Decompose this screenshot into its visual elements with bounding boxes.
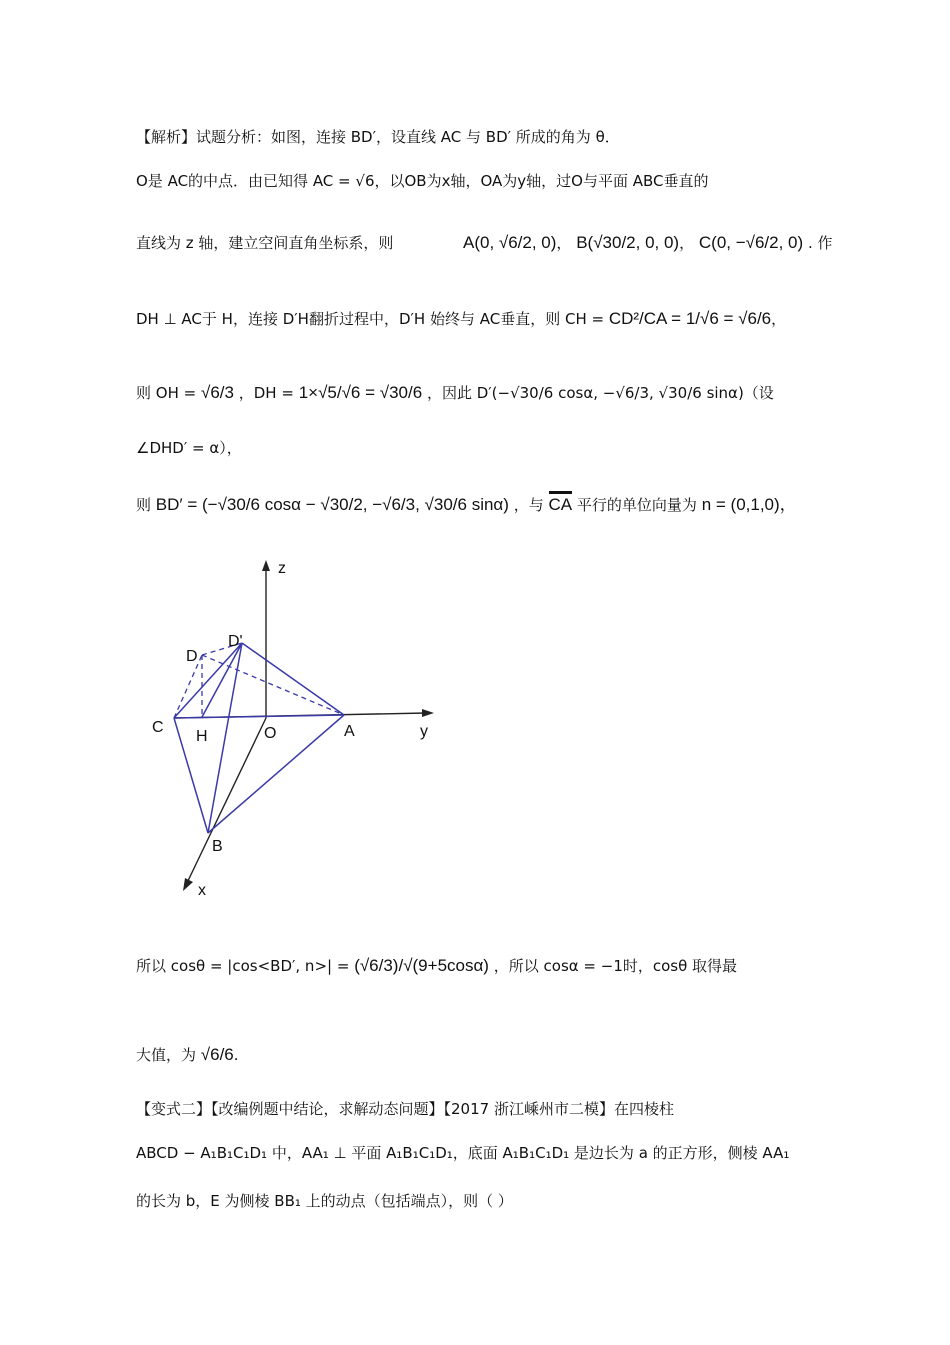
x-arrow: [183, 878, 193, 891]
oh-value: √6/3: [200, 383, 234, 402]
variant-body-2: 的长为 b，E 为侧棱 BB₁ 上的动点（包括端点），则（ ）: [136, 1192, 513, 1210]
then-label: 则: [136, 496, 152, 514]
oh-line: [136, 382, 774, 404]
tetrahedron-figure: [136, 555, 456, 900]
label-h: H: [196, 728, 208, 745]
point-c: C(0, −√6/2, 0): [698, 233, 804, 252]
dh-value: 1×√5/√6 = √30/6: [298, 383, 423, 402]
bd-vector: BD′ = (−√30/6 cosα − √30/2, −√6/3, √30/6 sinα): [155, 495, 509, 514]
label-o: O: [264, 725, 277, 742]
with-label: ，与: [513, 496, 544, 514]
ch-formula: CD²/CA = 1/√6 = √6/6: [608, 309, 772, 328]
intro-line: 【解析】试题分析：如图，连接 BD′，设直线 AC 与 BD′ 所成的角为 θ．: [136, 128, 620, 146]
variant-title: 【变式二】【改编例题中结论，求解动态问题】【2017 浙江嵊州市二模】在四棱柱: [136, 1100, 674, 1118]
angle-line: ∠DHD′ = α），: [136, 439, 242, 457]
oh-label: 则 OH =: [136, 384, 197, 402]
edge-dpa: [242, 643, 344, 715]
label-c: C: [152, 719, 164, 736]
vector-line: [136, 494, 797, 516]
coords-line: 直线为 z 轴，建立空间直角坐标系，则 A(0, √6/2, 0)， B(√30/2, 0, 0)， C(0, −√6/2, 0) . 作: [136, 233, 833, 252]
label-y: y: [420, 723, 428, 740]
point-b: B(√30/2, 0, 0): [576, 233, 680, 252]
max-label: 大值，为: [136, 1046, 197, 1064]
coords-intro: 直线为 z 轴，建立空间直角坐标系，则: [136, 234, 394, 252]
max-line: 大值，为 √6/6.: [136, 1045, 239, 1064]
label-b: B: [212, 838, 223, 855]
parallel-label: 平行的单位向量为: [576, 496, 697, 514]
ca-vector: CA: [548, 495, 573, 514]
point-a: A(0, √6/2, 0): [462, 233, 557, 252]
cos-theta-line: [136, 955, 737, 977]
y-arrow: [422, 709, 434, 717]
cos-theta-formula: (√6/3)/√(9+5cosα): [354, 956, 489, 975]
label-dprime: D': [228, 633, 243, 650]
unit-vector: n = (0,1,0)，: [701, 495, 797, 514]
setup-line: O是 AC的中点．由已知得 AC = √6，以OB为x轴，OA为y轴，过O与平面 ABC垂直的: [136, 172, 709, 190]
z-arrow: [262, 560, 270, 571]
label-a: A: [344, 723, 355, 740]
coords-suffix: . 作: [807, 234, 833, 252]
dh-line: DH ⊥ AC于 H，连接 D′H翻折过程中，D′H 始终与 AC垂直，则 CH = CD²/CA = 1/√6 = √6/6，: [136, 309, 787, 328]
max-value: √6/6: [200, 1045, 234, 1064]
label-z: z: [278, 560, 286, 577]
variant-body-1: ABCD − A₁B₁C₁D₁ 中，AA₁ ⊥ 平面 A₁B₁C₁D₁，底面 A₁B₁C₁D₁ 是边长为 a 的正方形，侧棱 AA₁: [136, 1144, 790, 1162]
label-d: D: [186, 648, 198, 665]
label-x: x: [198, 882, 206, 899]
dprime-coords: ，因此 D′(−√30/6 cosα, −√6/3, √30/6 sinα)（设: [426, 384, 774, 402]
cos-theta-label: 所以 cosθ = |cos<BD′, n>| =: [136, 957, 350, 975]
dh-text: DH ⊥ AC于 H，连接 D′H翻折过程中，D′H 始终与 AC垂直，则 CH =: [136, 310, 605, 328]
edge-ca: [174, 715, 344, 718]
dh-label: ，DH =: [238, 384, 294, 402]
cos-theta-conclusion: ，所以 cosα = −1时，cosθ 取得最: [493, 957, 738, 975]
